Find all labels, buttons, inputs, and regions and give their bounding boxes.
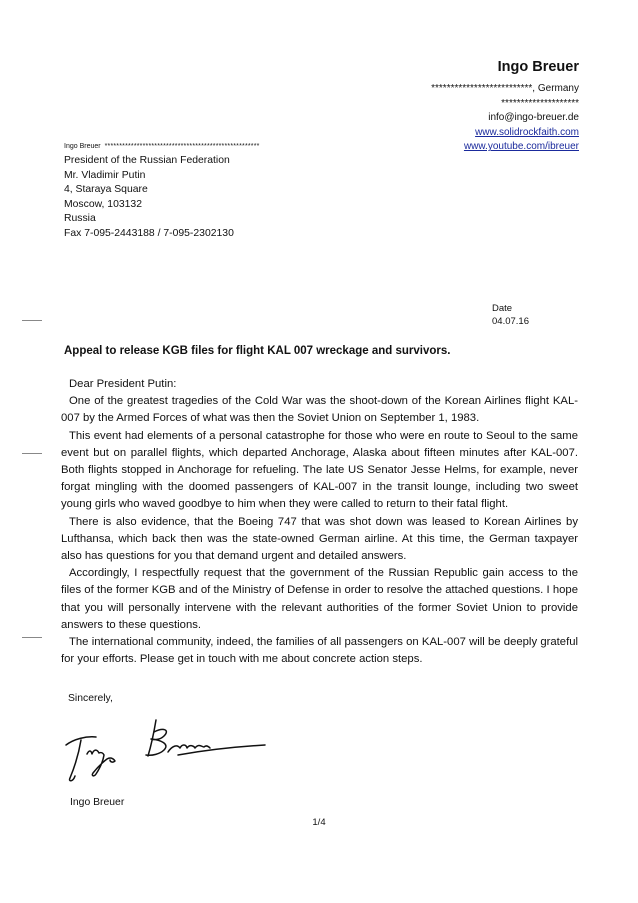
recipient-line: Moscow, 103132: [64, 198, 142, 210]
recipient-line: President of the Russian Federation: [64, 155, 230, 166]
recipient-line: Mr. Vladimir Putin: [64, 169, 146, 181]
youtube-link[interactable]: www.youtube.com/ibreuer: [463, 141, 579, 153]
website-link[interactable]: www.solidrockfaith.com: [475, 126, 579, 138]
date-block: [492, 303, 529, 328]
signer-name: Ingo Breuer: [70, 797, 125, 808]
body-paragraph: Accordingly, I respectfully request that the government of the Russian Republic gain access to the files of the former KGB and of the Ministry of Defense in order to resolve the attached questions. I hope that you will personally intervene with the relevant authorities of the former Soviet Union to provide answers to these questions.: [61, 567, 578, 631]
body-paragraph: The international community, indeed, the families of all passengers on KAL-007 will be deeply grateful for your efforts. Please get in touch with me about concrete action steps.: [61, 636, 578, 666]
sender-name: Ingo Breuer: [497, 59, 579, 75]
closing: Sincerely,: [68, 693, 113, 704]
recipient-line: Russia: [64, 213, 96, 225]
recipient-line: Fax 7-095-2443188 / 7-095-2302130: [64, 227, 234, 239]
page-number: 1/4: [312, 817, 326, 828]
recipient-address: [64, 154, 234, 242]
sender-masked-line: ********************: [501, 97, 579, 109]
signature-icon: [60, 718, 275, 788]
body-paragraph: One of the greatest tragedies of the Cold War was the shoot-down of the Korean Airlines flight KAL-007 by the Armed Forces of what was then the Soviet Union on September 1, 1983.: [61, 395, 578, 425]
salutation: Dear President Putin:: [69, 378, 177, 390]
return-address-masked: *****************************************************: [104, 143, 260, 150]
body-paragraph: This event had elements of a personal catastrophe for those who were en route to Seoul to the same event but on parallel flights, which departed Anchorage, Alaska about fifteen minutes after KAL-007. Both flights stopped in Anchorage for refueling. The late US Senator Jesse Helms, for example, never forgat mingling with the doomed passengers of KAL-007 in the transit lounge, including two sweet young girls who waved goodbye to him when they were called to return to their fatal flight.: [61, 429, 578, 511]
sender-address-line: **************************, Germany: [431, 83, 579, 94]
date-value: 04.07.16: [492, 315, 529, 327]
sender-email: info@ingo-breuer.de: [488, 112, 579, 124]
recipient-line: 4, Staraya Square: [64, 184, 148, 196]
subject-line: Appeal to release KGB files for flight KAL 007 wreckage and survivors.: [64, 345, 451, 357]
fold-mark: [22, 453, 42, 454]
return-address-line: [64, 143, 260, 150]
fold-mark: [22, 637, 42, 638]
return-address-name: Ingo Breuer: [64, 143, 101, 150]
sender-contact-block: [431, 82, 579, 155]
letter-body: [61, 376, 578, 668]
body-paragraph: There is also evidence, that the Boeing 747 that was shot down was leased to Korean Airlines by Lufthansa, which back then was the state-owned German airline. At this time, the German taxpayer also has questions for you that demand urgent and detailed answers.: [61, 515, 578, 563]
fold-mark: [22, 320, 42, 321]
date-label: Date: [492, 303, 513, 314]
